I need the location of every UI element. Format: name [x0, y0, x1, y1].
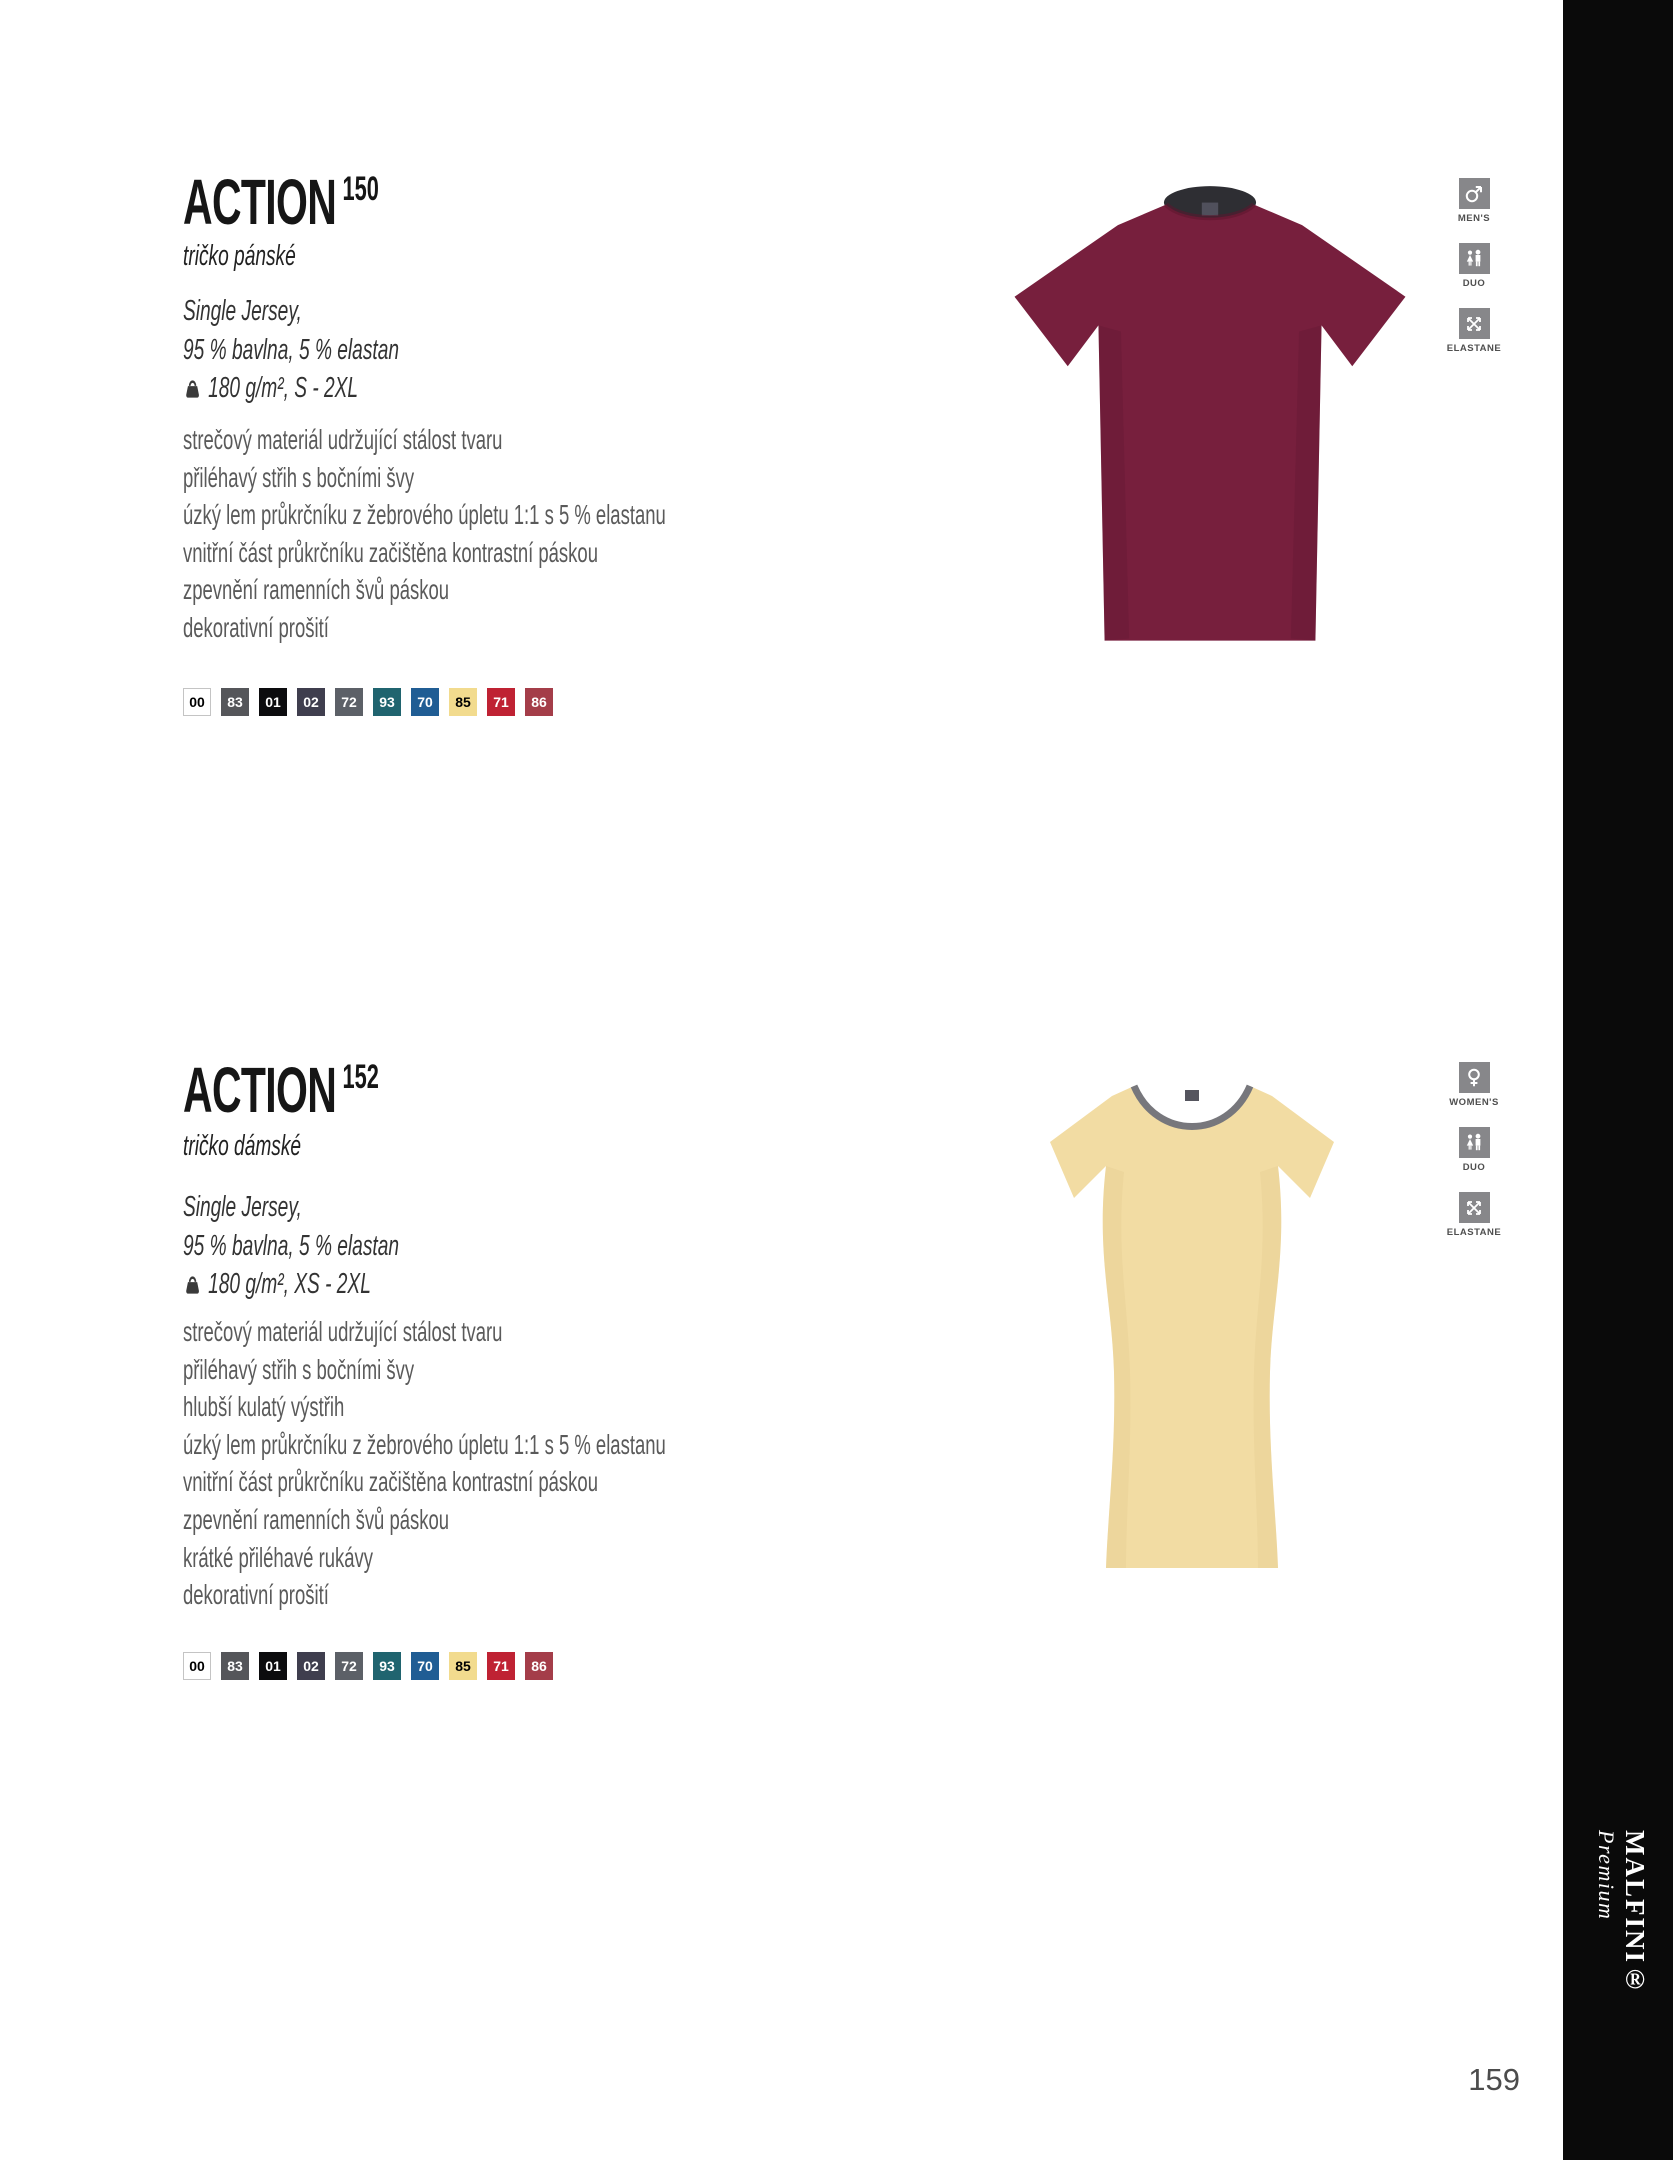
color-swatch: 93 — [373, 1652, 401, 1680]
weight-icon — [183, 378, 202, 399]
color-swatch: 02 — [297, 688, 325, 716]
duo-icon — [1459, 1127, 1490, 1158]
color-swatch-row — [183, 688, 553, 716]
feature-line: vnitřní část průkrčníku začištěna kontrastní páskou — [183, 536, 598, 568]
product-photo-mens-tshirt — [1000, 178, 1420, 659]
material-line: 95 % bavlna, 5 % elastan — [183, 333, 400, 366]
color-swatch: 01 — [259, 1652, 287, 1680]
feature-line: přiléhavý střih s bočními švy — [183, 461, 415, 493]
feature-list — [183, 421, 915, 647]
feature-line: krátké přiléhavé rukávy — [183, 1541, 374, 1573]
feature-line: přiléhavý střih s bočními švy — [183, 1353, 415, 1385]
color-swatch-row — [183, 1652, 553, 1680]
product-subtitle: tričko pánské — [183, 240, 296, 272]
color-swatch: 70 — [411, 688, 439, 716]
color-swatch: 72 — [335, 688, 363, 716]
badge-elastane — [1447, 1192, 1502, 1238]
badge-label: ELASTANE — [1446, 343, 1502, 354]
color-swatch: 85 — [449, 688, 477, 716]
color-swatch: 72 — [335, 1652, 363, 1680]
badge-column — [1426, 178, 1522, 354]
badge-column — [1426, 1062, 1522, 1238]
color-swatch: 83 — [221, 688, 249, 716]
page-number: 159 — [1468, 2062, 1520, 2097]
material-info — [183, 292, 510, 408]
material-line: 95 % bavlna, 5 % elastan — [183, 1229, 400, 1262]
product-code: 152 — [342, 1058, 379, 1096]
badge-label: ELASTANE — [1446, 1227, 1502, 1238]
sidebar-brand-text — [1593, 1830, 1650, 1996]
product-name: ACTION — [183, 166, 337, 238]
sidebar-brand-strip — [1563, 0, 1673, 2160]
badge-duo — [1459, 243, 1490, 289]
feature-line: úzký lem průkrčníku z žebrového úpletu 1:1 s 5 % elastanu — [183, 499, 666, 531]
feature-line: strečový materiál udržující stálost tvaru — [183, 424, 503, 455]
product-photo-womens-tshirt — [1042, 1042, 1342, 1577]
brand-edition: Premium — [1594, 1830, 1619, 1921]
male-icon — [1459, 178, 1490, 209]
badge-label: DUO — [1462, 278, 1486, 289]
female-icon — [1459, 1062, 1490, 1093]
color-swatch: 71 — [487, 688, 515, 716]
feature-list — [183, 1313, 915, 1614]
elastane-icon — [1459, 1192, 1490, 1223]
color-swatch: 70 — [411, 1652, 439, 1680]
color-swatch: 85 — [449, 1652, 477, 1680]
material-info — [183, 1188, 510, 1304]
feature-line: hlubší kulatý výstřih — [183, 1391, 345, 1423]
feature-line: strečový materiál udržující stálost tvaru — [183, 1316, 503, 1347]
elastane-icon — [1459, 308, 1490, 339]
color-swatch: 01 — [259, 688, 287, 716]
material-line: Single Jersey, — [183, 295, 302, 327]
color-swatch: 83 — [221, 1652, 249, 1680]
badge-mens — [1458, 178, 1490, 224]
product-subtitle: tričko dámské — [183, 1130, 302, 1162]
color-swatch: 00 — [183, 688, 211, 716]
badge-duo — [1459, 1127, 1490, 1173]
color-swatch: 86 — [525, 1652, 553, 1680]
badge-womens — [1449, 1062, 1499, 1108]
weight-size-text: 180 g/m², XS - 2XL — [208, 1268, 371, 1300]
color-swatch: 93 — [373, 688, 401, 716]
weight-icon — [183, 1274, 202, 1295]
material-line: Single Jersey, — [183, 1191, 302, 1223]
feature-line: dekorativní prošití — [183, 611, 329, 643]
weight-size-text: 180 g/m², S - 2XL — [208, 372, 359, 404]
badge-label: WOMEN'S — [1449, 1097, 1499, 1108]
color-swatch: 86 — [525, 688, 553, 716]
product-name: ACTION — [183, 1054, 337, 1126]
feature-line: zpevnění ramenních švů páskou — [183, 574, 450, 606]
feature-line: dekorativní prošití — [183, 1579, 329, 1611]
product-title-action-150 — [183, 166, 489, 238]
badge-label: DUO — [1462, 1162, 1486, 1173]
feature-line: vnitřní část průkrčníku začištěna kontrastní páskou — [183, 1466, 598, 1498]
duo-icon — [1459, 243, 1490, 274]
color-swatch: 02 — [297, 1652, 325, 1680]
badge-label: MEN'S — [1457, 213, 1491, 224]
color-swatch: 71 — [487, 1652, 515, 1680]
brand-name: MALFINI® — [1620, 1830, 1650, 1996]
feature-line: zpevnění ramenních švů páskou — [183, 1503, 450, 1535]
color-swatch: 00 — [183, 1652, 211, 1680]
feature-line: úzký lem průkrčníku z žebrového úpletu 1:1 s 5 % elastanu — [183, 1428, 666, 1460]
product-code: 150 — [342, 170, 379, 208]
product-title-action-152 — [183, 1054, 489, 1126]
badge-elastane — [1447, 308, 1502, 354]
